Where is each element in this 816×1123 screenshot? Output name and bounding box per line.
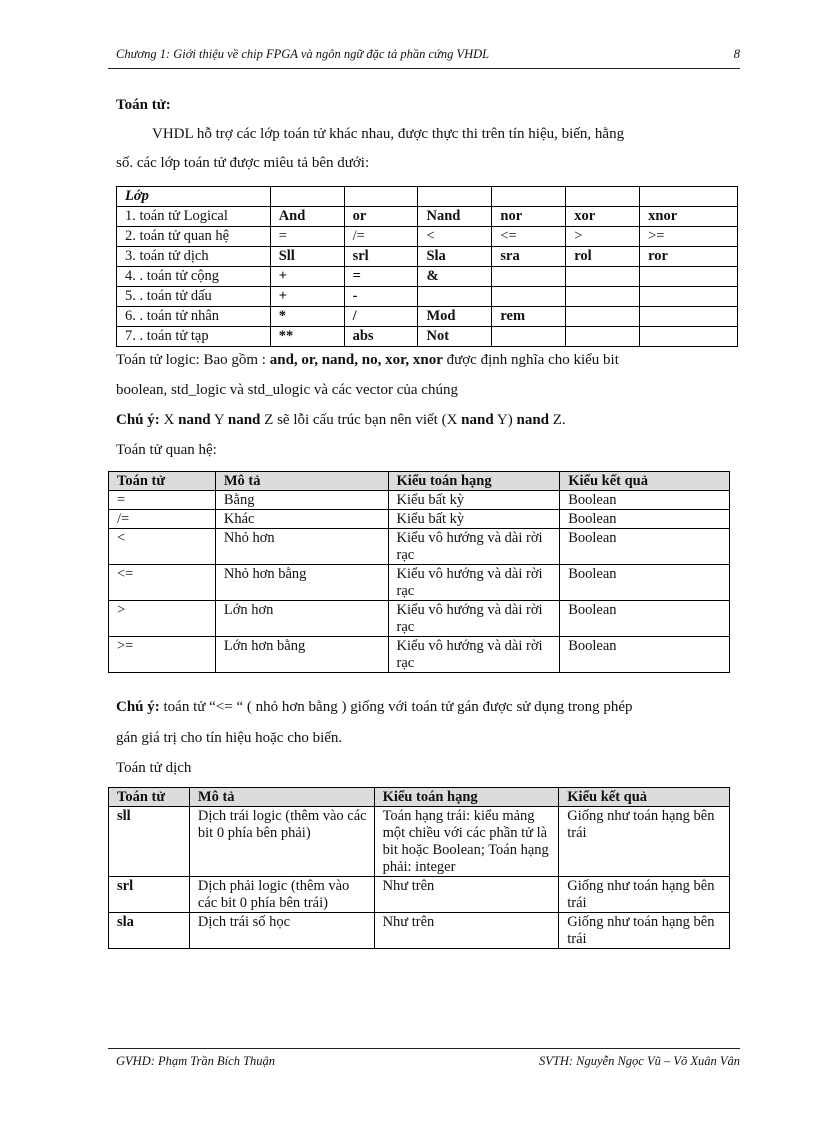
operator-cell: Not	[418, 327, 492, 347]
note-text: toán tử “<= “ ( nhỏ hơn bằng ) giống với toán tử gán được sử dụng trong phép	[159, 699, 633, 715]
table-row	[109, 807, 730, 877]
table-cell: Kiểu vô hướng và dài rời rạc	[388, 601, 560, 637]
operator-cell: *	[270, 307, 344, 327]
table-header-row	[109, 788, 730, 807]
operator-class-name: 5. . toán tử dấu	[117, 287, 271, 307]
logic-note-line-2: boolean, std_logic và std_ulogic và các vector của chúng	[116, 382, 458, 398]
page-header	[116, 47, 740, 62]
operator-class-name: 1. toán tử Logical	[117, 207, 271, 227]
table-cell: Boolean	[560, 601, 730, 637]
footer-advisor: GVHD: Phạm Trần Bích Thuận	[116, 1054, 276, 1068]
logic-note-line-1	[116, 351, 619, 369]
table-cell: srl	[109, 877, 190, 913]
note-nand	[116, 411, 566, 429]
operator-cell: -	[344, 287, 418, 307]
table-cell: Boolean	[560, 510, 730, 529]
operator-cell: +	[270, 267, 344, 287]
table-row	[117, 307, 738, 327]
operator-class-name: 3. toán tử dịch	[117, 247, 271, 267]
column-header: Kiểu toán hạng	[374, 788, 559, 807]
table-row	[109, 565, 730, 601]
operator-cell	[640, 327, 738, 347]
operator-cell: =	[344, 267, 418, 287]
header-rule	[108, 68, 740, 69]
table-cell: Như trên	[374, 913, 559, 949]
operator-cell	[492, 267, 566, 287]
table-cell	[270, 187, 344, 207]
table-row	[109, 913, 730, 949]
footer-students: SVTH: Nguyễn Ngọc Vũ – Võ Xuân Vân	[538, 1054, 740, 1068]
operator-cell	[566, 307, 640, 327]
table-cell	[418, 187, 492, 207]
operator-cell: or	[344, 207, 418, 227]
relational-title: Toán tử quan hệ:	[116, 442, 217, 458]
note-keyword: nand	[227, 412, 261, 428]
shift-title: Toán tử dịch	[116, 760, 192, 776]
table-header-cell: Lớp	[117, 187, 271, 207]
operator-cell: xnor	[640, 207, 738, 227]
operator-cell: And	[270, 207, 344, 227]
operator-cell: Sll	[270, 247, 344, 267]
column-header: Toán tử	[109, 472, 216, 491]
table-cell: /=	[109, 510, 216, 529]
table-row	[117, 227, 738, 247]
section-title: Toán tử:	[116, 97, 171, 113]
table-row	[109, 491, 730, 510]
relational-operator-table	[108, 471, 730, 673]
table-cell: Giống như toán hạng bên trái	[559, 807, 730, 877]
column-header: Toán tử	[109, 788, 190, 807]
table-cell: >	[109, 601, 216, 637]
table-cell: sll	[109, 807, 190, 877]
logic-note-ops: and, or, nand, no, xor, xnor	[269, 352, 443, 368]
operator-cell	[640, 307, 738, 327]
operator-cell: /=	[344, 227, 418, 247]
table-cell: Bằng	[215, 491, 388, 510]
table-cell: >=	[109, 637, 216, 673]
operator-cell	[492, 287, 566, 307]
note-keyword: nand	[516, 412, 550, 428]
table-cell: <	[109, 529, 216, 565]
note-text: X	[159, 412, 179, 428]
table-cell	[566, 187, 640, 207]
table-cell: <=	[109, 565, 216, 601]
operator-cell: abs	[344, 327, 418, 347]
column-header: Kiểu kết quả	[560, 472, 730, 491]
table-row	[109, 601, 730, 637]
operator-cell: Mod	[418, 307, 492, 327]
table-cell: Dịch phải logic (thêm vào các bit 0 phía bên trái)	[189, 877, 374, 913]
operator-cell	[640, 267, 738, 287]
table-cell: Boolean	[560, 565, 730, 601]
table-row	[117, 327, 738, 347]
table-row	[109, 877, 730, 913]
table-cell: Kiểu bất kỳ	[388, 491, 560, 510]
table-cell: =	[109, 491, 216, 510]
table-cell: Boolean	[560, 529, 730, 565]
column-header: Mô tả	[215, 472, 388, 491]
table-cell: Kiểu vô hướng và dài rời rạc	[388, 637, 560, 673]
operator-class-name: 7. . toán tử tạp	[117, 327, 271, 347]
table-cell: Khác	[215, 510, 388, 529]
footer-rule	[108, 1048, 740, 1049]
table-cell: Lớn hơn	[215, 601, 388, 637]
table-cell	[492, 187, 566, 207]
operator-class-name: 6. . toán tử nhân	[117, 307, 271, 327]
operator-class-name: 2. toán tử quan hệ	[117, 227, 271, 247]
note-assignment-line-1	[116, 698, 633, 716]
table-cell: Toán hạng trái: kiểu mảng một chiều với các phần tử là bit hoặc Boolean; Toán hạng phải: integer	[374, 807, 559, 877]
table-row	[117, 247, 738, 267]
table-cell: Dịch trái logic (thêm vào các bit 0 phía bên phải)	[189, 807, 374, 877]
note-text: Z sẽ lỗi cấu trúc bạn nên viết (X	[260, 412, 462, 428]
table-cell: Kiểu bất kỳ	[388, 510, 560, 529]
column-header: Kiểu toán hạng	[388, 472, 560, 491]
operator-cell	[566, 267, 640, 287]
operator-cell: **	[270, 327, 344, 347]
header-title: Chương 1: Giới thiệu về chip FPGA và ngôn ngữ đặc tả phần cứng VHDL	[116, 47, 490, 61]
operator-cell	[640, 287, 738, 307]
note-text: Z.	[549, 412, 566, 428]
shift-operator-table	[108, 787, 730, 949]
operator-class-name: 4. . toán tử cộng	[117, 267, 271, 287]
operator-cell: rem	[492, 307, 566, 327]
table-cell: Dịch trái số học	[189, 913, 374, 949]
logic-note-suffix: được định nghĩa cho kiểu bit	[442, 352, 619, 368]
note-text: Y)	[493, 412, 517, 428]
table-cell: Lớn hơn bằng	[215, 637, 388, 673]
table-header-row	[109, 472, 730, 491]
table-cell	[344, 187, 418, 207]
operator-cell: sra	[492, 247, 566, 267]
table-row	[117, 287, 738, 307]
column-header: Mô tả	[189, 788, 374, 807]
page-number: 8	[733, 47, 740, 61]
table-cell: Kiểu vô hướng và dài rời rạc	[388, 529, 560, 565]
operator-cell: +	[270, 287, 344, 307]
operator-cell: xor	[566, 207, 640, 227]
column-header: Kiểu kết quả	[559, 788, 730, 807]
table-row	[109, 529, 730, 565]
operator-class-table	[116, 186, 738, 347]
table-cell	[640, 187, 738, 207]
operator-cell	[492, 327, 566, 347]
table-cell: Kiểu vô hướng và dài rời rạc	[388, 565, 560, 601]
logic-note-prefix: Toán tử logic: Bao gồm :	[116, 352, 270, 368]
table-cell: Giống như toán hạng bên trái	[559, 913, 730, 949]
table-row	[109, 510, 730, 529]
note-keyword: nand	[178, 412, 211, 428]
intro-line-1: VHDL hỗ trợ các lớp toán tử khác nhau, được thực thi trên tín hiệu, biến, hằng	[152, 126, 625, 142]
operator-cell: /	[344, 307, 418, 327]
note-assignment-line-2: gán giá trị cho tín hiệu hoặc cho biến.	[116, 730, 343, 746]
intro-line-2: số. các lớp toán tử được miêu tả bên dưới:	[116, 155, 370, 171]
operator-cell: <	[418, 227, 492, 247]
operator-cell: &	[418, 267, 492, 287]
note-label: Chú ý:	[116, 412, 160, 428]
operator-cell	[566, 327, 640, 347]
operator-cell: ror	[640, 247, 738, 267]
operator-cell: nor	[492, 207, 566, 227]
operator-cell: rol	[566, 247, 640, 267]
table-row	[109, 637, 730, 673]
table-cell: Giống như toán hạng bên trái	[559, 877, 730, 913]
operator-cell: >	[566, 227, 640, 247]
table-cell: Như trên	[374, 877, 559, 913]
table-cell: Boolean	[560, 637, 730, 673]
operator-cell: =	[270, 227, 344, 247]
operator-cell	[566, 287, 640, 307]
operator-cell: Sla	[418, 247, 492, 267]
operator-cell: <=	[492, 227, 566, 247]
table-header-row	[117, 187, 738, 207]
page-footer	[116, 1054, 740, 1069]
table-cell: sla	[109, 913, 190, 949]
operator-cell: >=	[640, 227, 738, 247]
table-cell: Nhỏ hơn	[215, 529, 388, 565]
operator-cell	[418, 287, 492, 307]
table-cell: Nhỏ hơn bằng	[215, 565, 388, 601]
table-row	[117, 207, 738, 227]
table-row	[117, 267, 738, 287]
operator-cell: srl	[344, 247, 418, 267]
note-text: Y	[210, 412, 228, 428]
operator-cell: Nand	[418, 207, 492, 227]
table-cell: Boolean	[560, 491, 730, 510]
note-keyword: nand	[461, 412, 494, 428]
note-label: Chú ý:	[116, 699, 160, 715]
